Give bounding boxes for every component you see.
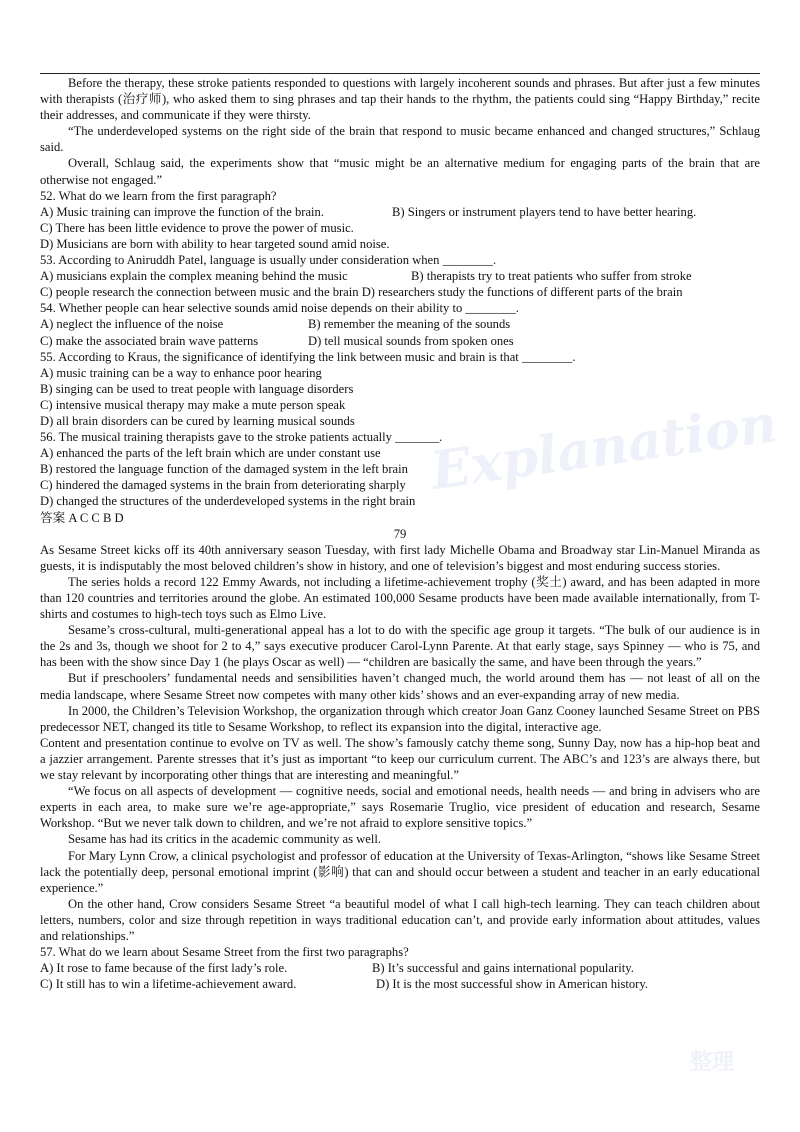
option: B) therapists try to treat patients who suffer from stroke (411, 269, 692, 284)
paragraph: For Mary Lynn Crow, a clinical psychologist and professor of education at the University of Texas-Arlington, “shows like Sesame Street lack the potentially deep, personal emotional imprint (影响) that can and should occur between a student and teacher in an early educational experience.” (40, 848, 760, 895)
paragraph: “The underdeveloped systems on the right side of the brain that respond to music became enhanced and changed structures,” Schlaug said. (40, 124, 760, 155)
option: A) music training can be a way to enhance poor hearing (40, 365, 322, 380)
top-rule (40, 73, 760, 74)
option: A) It rose to fame because of the first lady’s role. (40, 961, 288, 976)
option: D) changed the structures of the underdeveloped systems in the right brain (40, 494, 416, 509)
watermark-script: Explanation (427, 393, 781, 502)
paragraph: As Sesame Street kicks off its 40th anniversary season Tuesday, with first lady Michelle Obama and Broadway star Lin-Manuel Miranda as guests, it is indisputably the most beloved children’s show in history, and one of television’s biggest and most enduring success stories. (40, 542, 760, 573)
question-stem: 53. According to Aniruddh Patel, language is usually under consideration when ________. (40, 253, 497, 268)
option-row (40, 204, 760, 220)
paragraph: The series holds a record 122 Emmy Awards, not including a lifetime-achievement trophy (奖土) award, and has been adapted in more than 120 countries and territories around the globe. An estimated 100,000 Sesame products have been made available internationally, from T-shirts and costumes to high-tech toys such as Elmo Live. (40, 574, 760, 622)
option: A) neglect the influence of the noise (40, 317, 224, 332)
option: C) people research the connection between music and the brain D) researchers study the functions of different parts of the brain (40, 285, 683, 300)
option: B) Singers or instrument players tend to have better hearing. (392, 204, 697, 219)
option: D) Musicians are born with ability to hear targeted sound amid noise. (40, 236, 390, 251)
option: C) make the associated brain wave patterns (40, 333, 259, 348)
option: C) intensive musical therapy may make a mute person speak (40, 397, 346, 412)
paragraph: Sesame’s cross-cultural, multi-generational appeal has a lot to do with the specific age group it targets. “The bulk of our audience is in the 2s and 3s, though we shoot for 2 to 4,” says executive producer Carol-Lynn Parente. At that early stage, says Spinney — who is 75, and has been with the show since Day 1 (he plays Oscar as well) — “children are basically the same, and have been through the years.” (40, 623, 760, 670)
passage-number: 79 (393, 526, 407, 541)
questions-52-56 (40, 188, 760, 526)
option-row (40, 268, 760, 284)
watermark-chinese: 整理 (690, 1050, 735, 1075)
paragraph: Overall, Schlaug said, the experiments show that “music might be an alternative medium for engaging parts of the brain that are otherwise not engaged.” (40, 156, 760, 187)
option: C) There has been little evidence to prove the power of music. (40, 220, 354, 235)
option-row (40, 960, 760, 976)
option-row (40, 316, 760, 332)
option-row (40, 976, 760, 992)
question-stem: 57. What do we learn about Sesame Street from the first two paragraphs? (40, 945, 409, 960)
paragraph: On the other hand, Crow considers Sesame Street “a beautiful model of what I call high-tech learning. They can teach children about letters, numbers, color and size through repetition in ways traditional education can’t, and provide early information about attitudes, values and relationships.” (40, 896, 760, 943)
answer-key: 答案 A C C B D (40, 510, 124, 525)
option: B) remember the meaning of the sounds (308, 317, 511, 332)
question-stem: 56. The musical training therapists gave to the stroke patients actually _______. (40, 430, 443, 445)
document-page (40, 75, 760, 992)
option: B) singing can be used to treat people with language disorders (40, 381, 354, 396)
paragraph: But if preschoolers’ fundamental needs and sensibilities haven’t changed much, the world around them has — not least of all on the media landscape, where Sesame Street now competes with many other kids’ shows and an ever-expanding array of new media. (40, 671, 760, 702)
paragraph: Before the therapy, these stroke patients responded to questions with largely incoherent sounds and phrases. But after just a few minutes with therapists (治疗师), who asked them to sing phrases and tap their hands to the rhythm, the patients could sing “Happy Birthday,” recite their addresses, and communicate if they were thirsty. (40, 76, 760, 123)
paragraph: “We focus on all aspects of development — cognitive needs, social and emotional needs, health needs — and bring in advisers who are experts in each area, to make sure we’re age-appropriate,” says Rosemarie Truglio, vice president of education and research, Sesame Workshop. “But we never talk down to children, and we’re not afraid to explore sensitive topics.” (40, 784, 760, 831)
question-stem: 54. Whether people can hear selective sounds amid noise depends on their ability to ________. (40, 301, 519, 316)
option: C) hindered the damaged systems in the brain from deteriorating sharply (40, 478, 406, 493)
option: C) It still has to win a lifetime-achievement award. (40, 977, 297, 992)
option: B) It’s successful and gains international popularity. (372, 961, 634, 976)
question-stem: 55. According to Kraus, the significance of identifying the link between music and brain is that ________. (40, 349, 576, 364)
option: D) It is the most successful show in American history. (376, 977, 649, 992)
passage-79 (40, 542, 760, 944)
paragraph: In 2000, the Children’s Television Workshop, the organization through which creator Joan Ganz Cooney launched Sesame Street on PBS predecessor NET, changed its title to Sesame Workshop, to reflect its expansion into the digital, interactive age. (40, 703, 760, 734)
option-row (40, 333, 760, 349)
option: A) Music training can improve the function of the brain. (40, 204, 324, 219)
question-57 (40, 944, 760, 992)
paragraph: Sesame has had its critics in the academic community as well. (68, 832, 382, 847)
option: A) enhanced the parts of the left brain which are under constant use (40, 446, 381, 461)
question-stem: 52. What do we learn from the first paragraph? (40, 188, 277, 203)
passage-78-tail (40, 75, 760, 188)
option: D) all brain disorders can be cured by learning musical sounds (40, 413, 355, 428)
option: A) musicians explain the complex meaning behind the music (40, 269, 348, 284)
paragraph: Content and presentation continue to evolve on TV as well. The show’s famously catchy theme song, Sunny Day, now has a hip-hop beat and a jazzier arrangement. Parente stresses that it’s just as important “to keep our curriculum current. The ABC’s and 123’s are always there, but we stay relevant by incorporating other things that are interesting and meaningful.” (40, 735, 760, 783)
option: D) tell musical sounds from spoken ones (308, 333, 514, 348)
option: B) restored the language function of the damaged system in the left brain (40, 462, 408, 477)
